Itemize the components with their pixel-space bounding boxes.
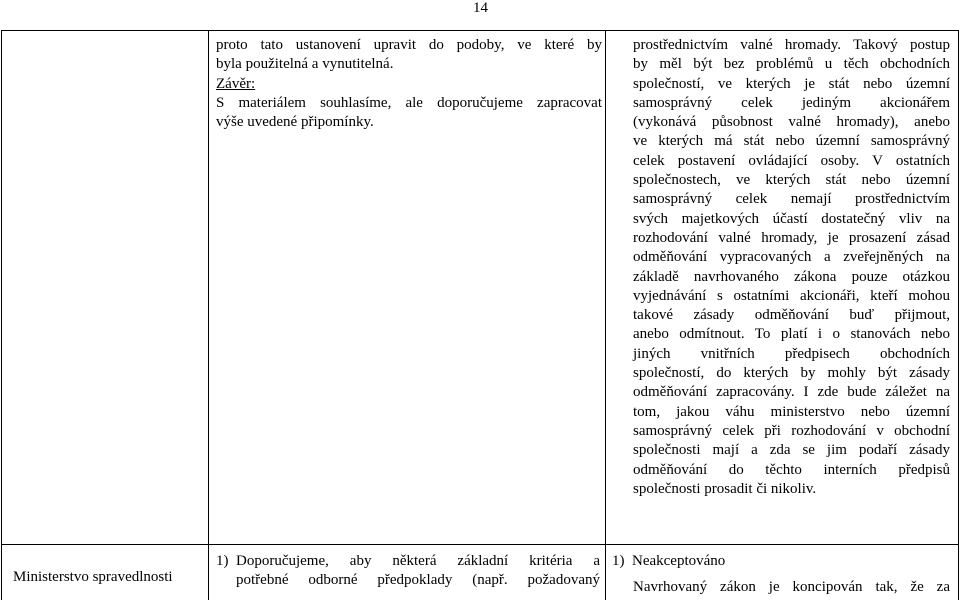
response-line: jiných vnitřních předpisech obchodních: [633, 345, 950, 362]
response-line: anebo odmítnout. To platí i o stanovách nebo: [633, 326, 950, 343]
comment-line: potřebné odborné předpoklady (např. požadovaný: [236, 572, 600, 589]
conclusion-line: výše uvedené připomínky.: [216, 114, 374, 131]
response-line: základě navrhovaného zákona pouze otázkou: [633, 268, 950, 285]
response-line: prostřednictvím valné hromady. Takový postup: [633, 37, 950, 53]
response-line: samosprávný celek nemají prostřednictvím: [633, 191, 950, 208]
response-line: společnosti prosadit či nikoliv.: [633, 480, 817, 497]
response-line: odměňování do těchto interních předpisů: [633, 461, 950, 478]
response-status: Neakceptováno: [632, 553, 726, 569]
response-line: vyjednávání s ostatními akcionáři, kteří mohou: [633, 287, 950, 304]
response-line: samosprávný celek jediným akcionářem: [633, 94, 950, 111]
response-line: Navrhovaný zákon je koncipován tak, že za: [633, 579, 950, 596]
table-left-border: [1, 30, 2, 600]
row-divider: [1, 544, 959, 545]
response-line: tom, jakou váhu ministerstvo nebo územní: [633, 403, 950, 420]
comment-number: 1): [216, 553, 229, 569]
response-number: 1): [612, 553, 625, 569]
table-top-border: [1, 30, 959, 31]
response-line: odměňování vypracovaných a zveřejněných na: [633, 249, 950, 266]
row1-comment-cell: [216, 36, 602, 132]
response-line: rozhodování valné hromady, je prosazení zásad: [633, 229, 950, 246]
column-divider-2: [605, 30, 606, 600]
response-line: společností, ve kterých je stát nebo územní: [633, 75, 950, 92]
row1-response-cell: [633, 36, 950, 499]
page-number: 14: [473, 0, 488, 16]
response-line: (vykonává působnost valné hromady), anebo: [633, 114, 950, 131]
organization-name: Ministerstvo spravedlnosti: [13, 569, 173, 585]
response-line: samosprávný celek při rozhodování v obchodní: [633, 422, 950, 439]
response-line: společnosti mají a zda se jim podaří zásady: [633, 442, 950, 459]
conclusion-line: S materiálem souhlasíme, ale doporučujeme zapracovat: [216, 94, 602, 111]
response-line: odměňování zapracovány. I zde bude záležet na: [633, 384, 950, 401]
row2-comment-cell: [216, 552, 600, 591]
response-line: svých majetkových účastí dostatečný vliv na: [633, 210, 950, 227]
column-divider-1: [208, 30, 209, 600]
response-line: celek postavení ovládající osoby. V ostatních: [633, 152, 950, 169]
response-line: by měl být bez problémů u těch obchodních: [633, 56, 950, 73]
response-line: společnostech, ve kterých stát nebo územní: [633, 172, 950, 189]
indent-spacer: [216, 571, 236, 590]
comment-line: proto tato ustanovení upravit do podoby, ve které by: [216, 37, 602, 53]
row2-response-cell: [612, 552, 950, 598]
table-right-border: [958, 30, 959, 600]
comment-line: byla použitelná a vynutitelná.: [216, 56, 394, 73]
comment-line: Doporučujeme, aby některá základní kritéria a: [236, 553, 600, 569]
response-line: společností, do kterých by mohly být zásady: [633, 365, 950, 382]
response-line: ve kterých má stát nebo územní samosprávný: [633, 133, 950, 150]
response-line: takové zásady odměňování buď přijmout,: [633, 307, 950, 324]
conclusion-label: Závěr:: [216, 75, 256, 92]
